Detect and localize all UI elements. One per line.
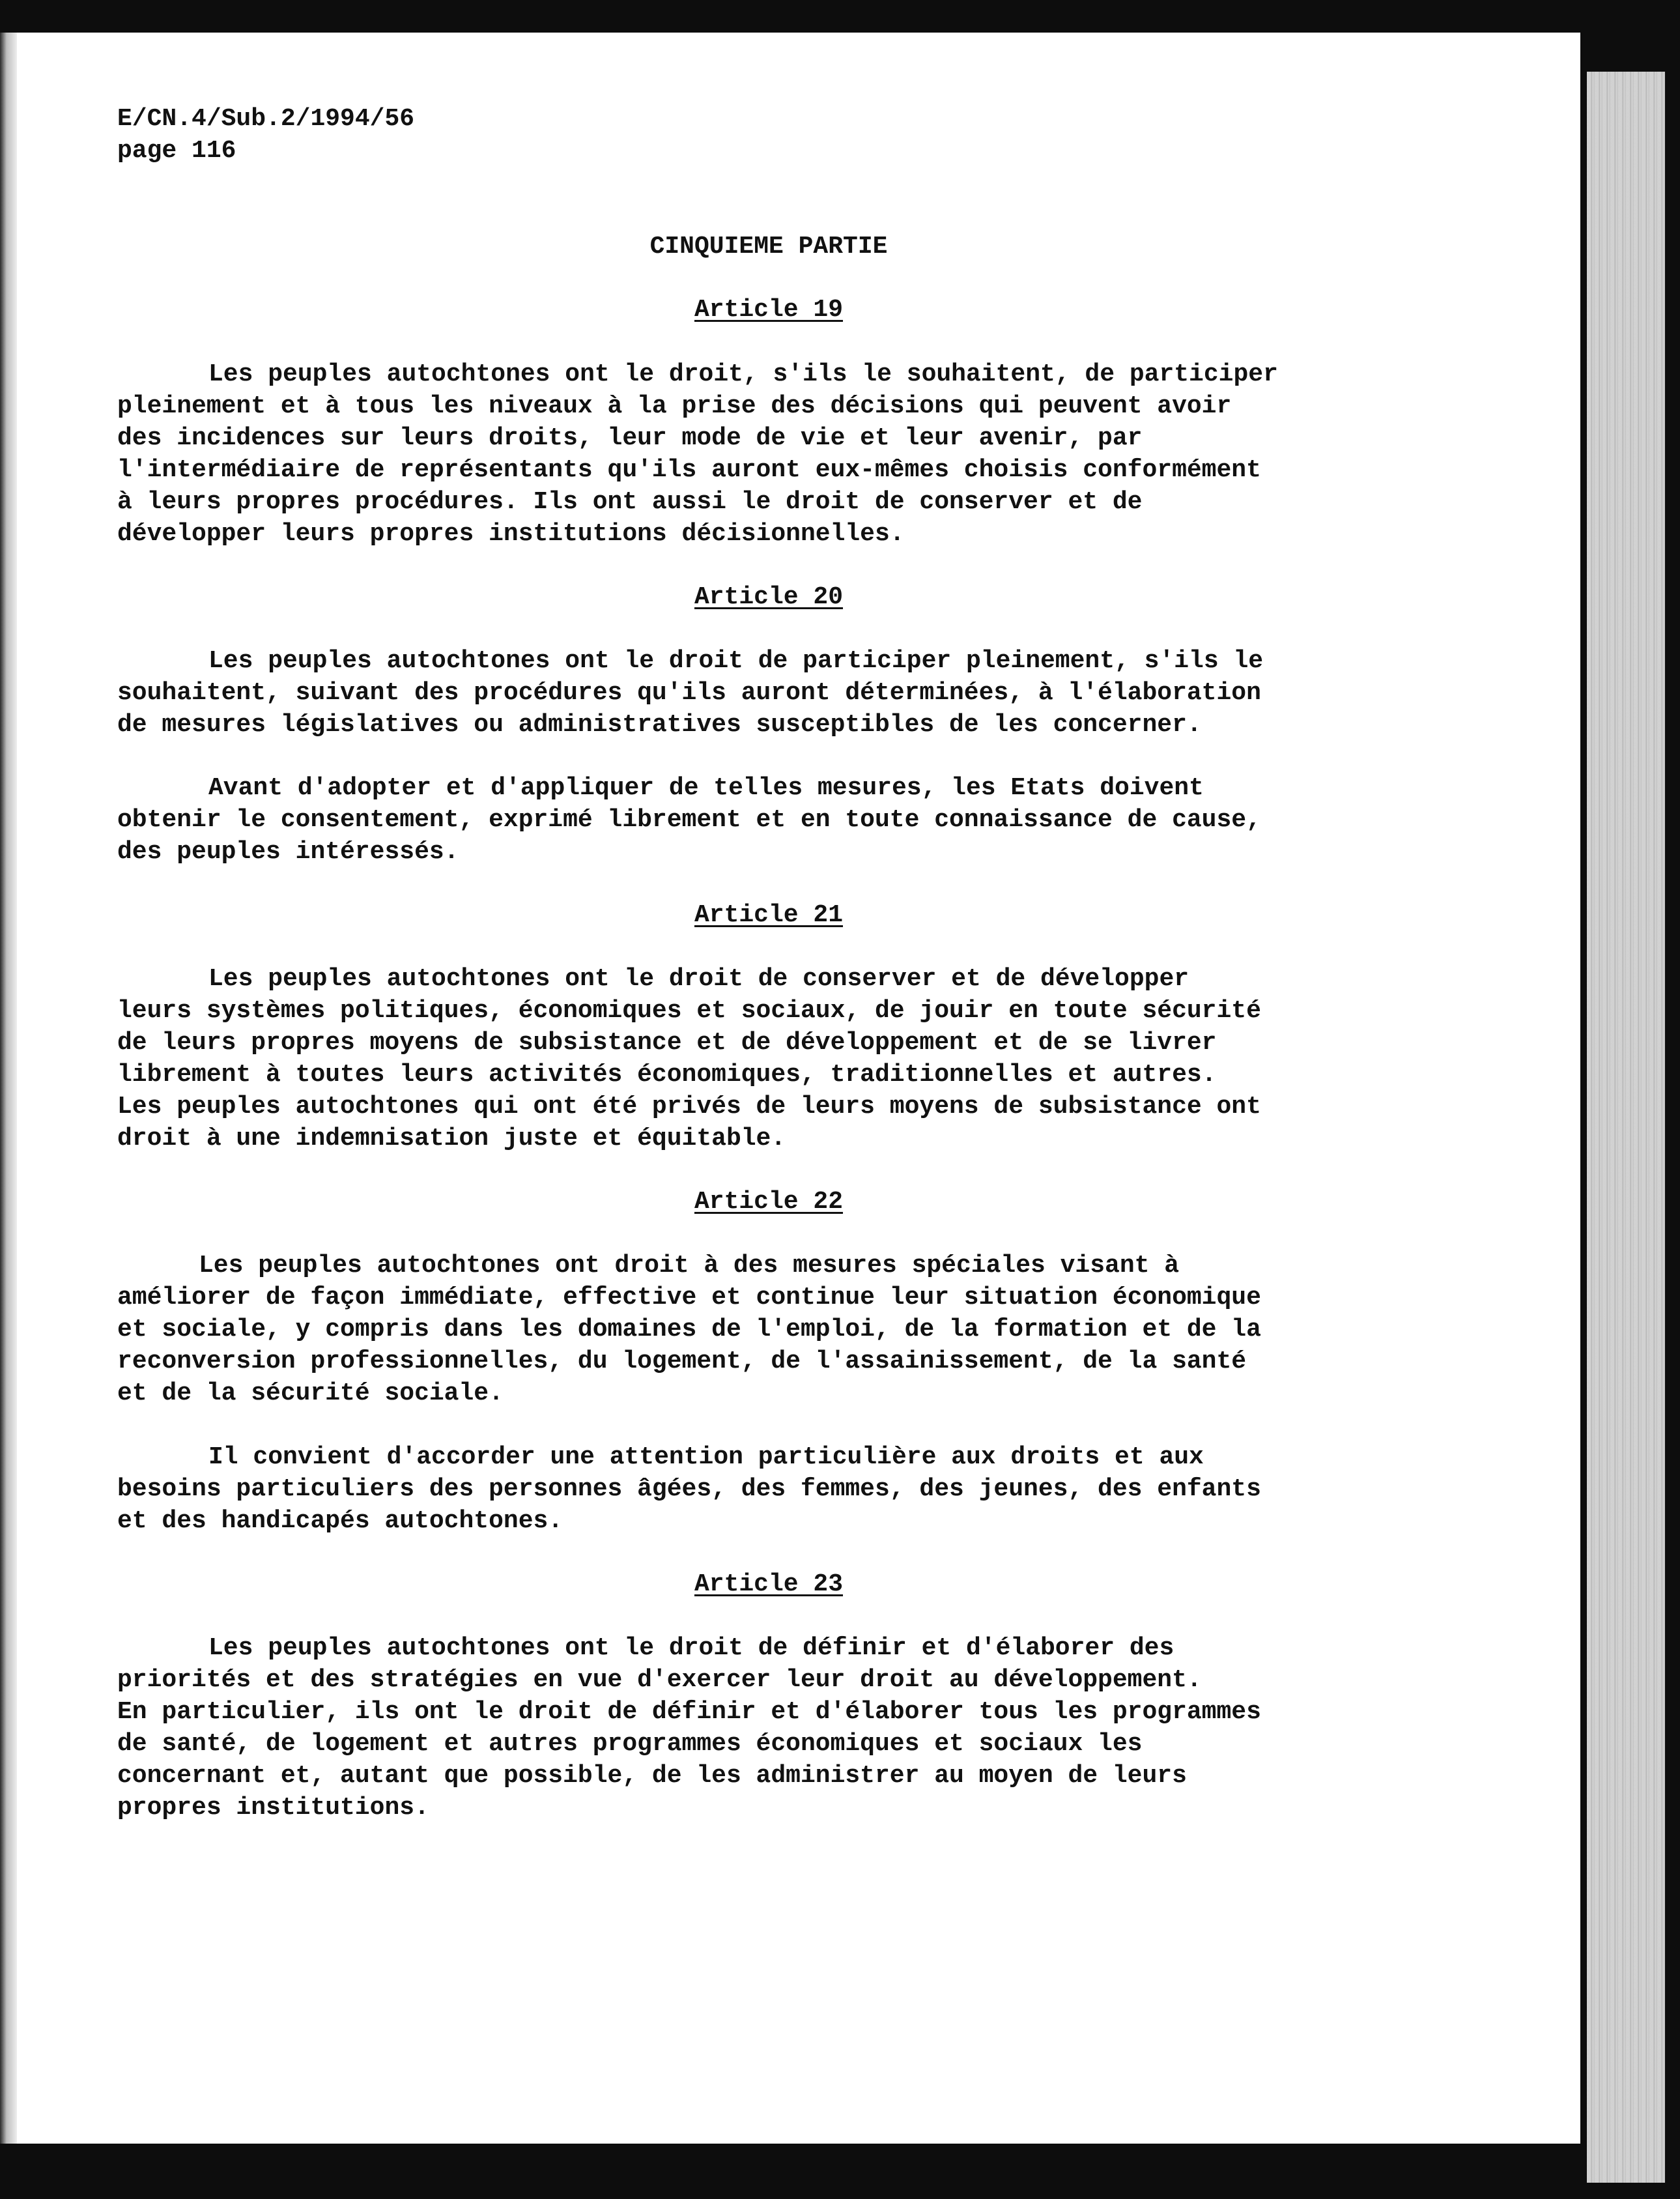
document-page [17,33,1580,2144]
paragraph-line: et de la sécurité sociale. [117,1379,504,1407]
paragraph-line: pleinement et à tous les niveaux à la prise des décisions qui peuvent avoir [117,392,1232,420]
scan-right-edge [1587,72,1665,2183]
page-number: page 116 [117,137,236,165]
paragraph-line: de santé, de logement et autres programmes économiques et sociaux les [117,1730,1143,1758]
paragraph-line: et sociale, y compris dans les domaines de l'emploi, de la formation et de la [117,1315,1261,1344]
paragraph-line: priorités et des stratégies en vue d'exercer leur droit au développement. [117,1666,1202,1694]
paragraph-line: des incidences sur leurs droits, leur mode de vie et leur avenir, par [117,424,1143,452]
paragraph-line: Les peuples autochtones qui ont été privés de leurs moyens de subsistance ont [117,1093,1261,1121]
paragraph-line: souhaitent, suivant des procédures qu'ils auront déterminées, à l'élaboration [117,679,1261,707]
paragraph-line: Il convient d'accorder une attention particulière aux droits et aux [208,1443,1204,1471]
paragraph-line: Les peuples autochtones ont le droit de conserver et de développer [208,965,1189,993]
paragraph-line: des peuples intéressés. [117,838,459,866]
paragraph-line: développer leurs propres institutions décisionnelles. [117,520,905,548]
article-heading: Article 22 [694,1188,844,1216]
paragraph-line: Les peuples autochtones ont droit à des mesures spéciales visant à [199,1252,1180,1280]
paragraph-line: librement à toutes leurs activités économiques, traditionnelles et autres. [117,1061,1217,1089]
paragraph-line: Les peuples autochtones ont le droit de définir et d'élaborer des [208,1634,1175,1662]
document-body [117,33,1420,1822]
paragraph-line: de mesures législatives ou administratives susceptibles de les concerner. [117,711,1202,739]
article-heading: Article 19 [694,296,844,324]
paragraph-line: besoins particuliers des personnes âgées, des femmes, des jeunes, des enfants [117,1475,1261,1503]
paragraph-line: à leurs propres procédures. Ils ont aussi le droit de conserver et de [117,488,1143,516]
article-heading: Article 20 [694,583,844,611]
paragraph-line: En particulier, ils ont le droit de définir et d'élaborer tous les programmes [117,1698,1261,1726]
article-heading: Article 21 [694,901,844,929]
paragraph-line: améliorer de façon immédiate, effective et continue leur situation économique [117,1284,1261,1312]
paragraph-line: Avant d'adopter et d'appliquer de telles mesures, les Etats doivent [208,774,1204,802]
paragraph-line: droit à une indemnisation juste et équitable. [117,1125,786,1153]
paragraph-line: concernant et, autant que possible, de les administrer au moyen de leurs [117,1762,1187,1790]
paragraph-line: reconversion professionnelles, du logement, de l'assainissement, de la santé [117,1347,1247,1375]
article-heading: Article 23 [694,1570,844,1598]
paragraph-line: leurs systèmes politiques, économiques et sociaux, de jouir en toute sécurité [117,997,1261,1025]
paragraph-line: Les peuples autochtones ont le droit de participer pleinement, s'ils le [208,647,1264,675]
document-symbol: E/CN.4/Sub.2/1994/56 [117,105,415,133]
paragraph-line: propres institutions. [117,1794,429,1822]
scan-left-edge [0,33,17,2144]
part-title: CINQUIEME PARTIE [649,233,888,261]
paragraph-line: l'intermédiaire de représentants qu'ils auront eux-mêmes choisis conformément [117,456,1261,484]
paragraph-line: Les peuples autochtones ont le droit, s'ils le souhaitent, de participer [208,360,1278,388]
paragraph-line: et des handicapés autochtones. [117,1507,563,1535]
paragraph-line: de leurs propres moyens de subsistance et de développement et de se livrer [117,1029,1217,1057]
paragraph-line: obtenir le consentement, exprimé librement et en toute connaissance de cause, [117,806,1261,834]
